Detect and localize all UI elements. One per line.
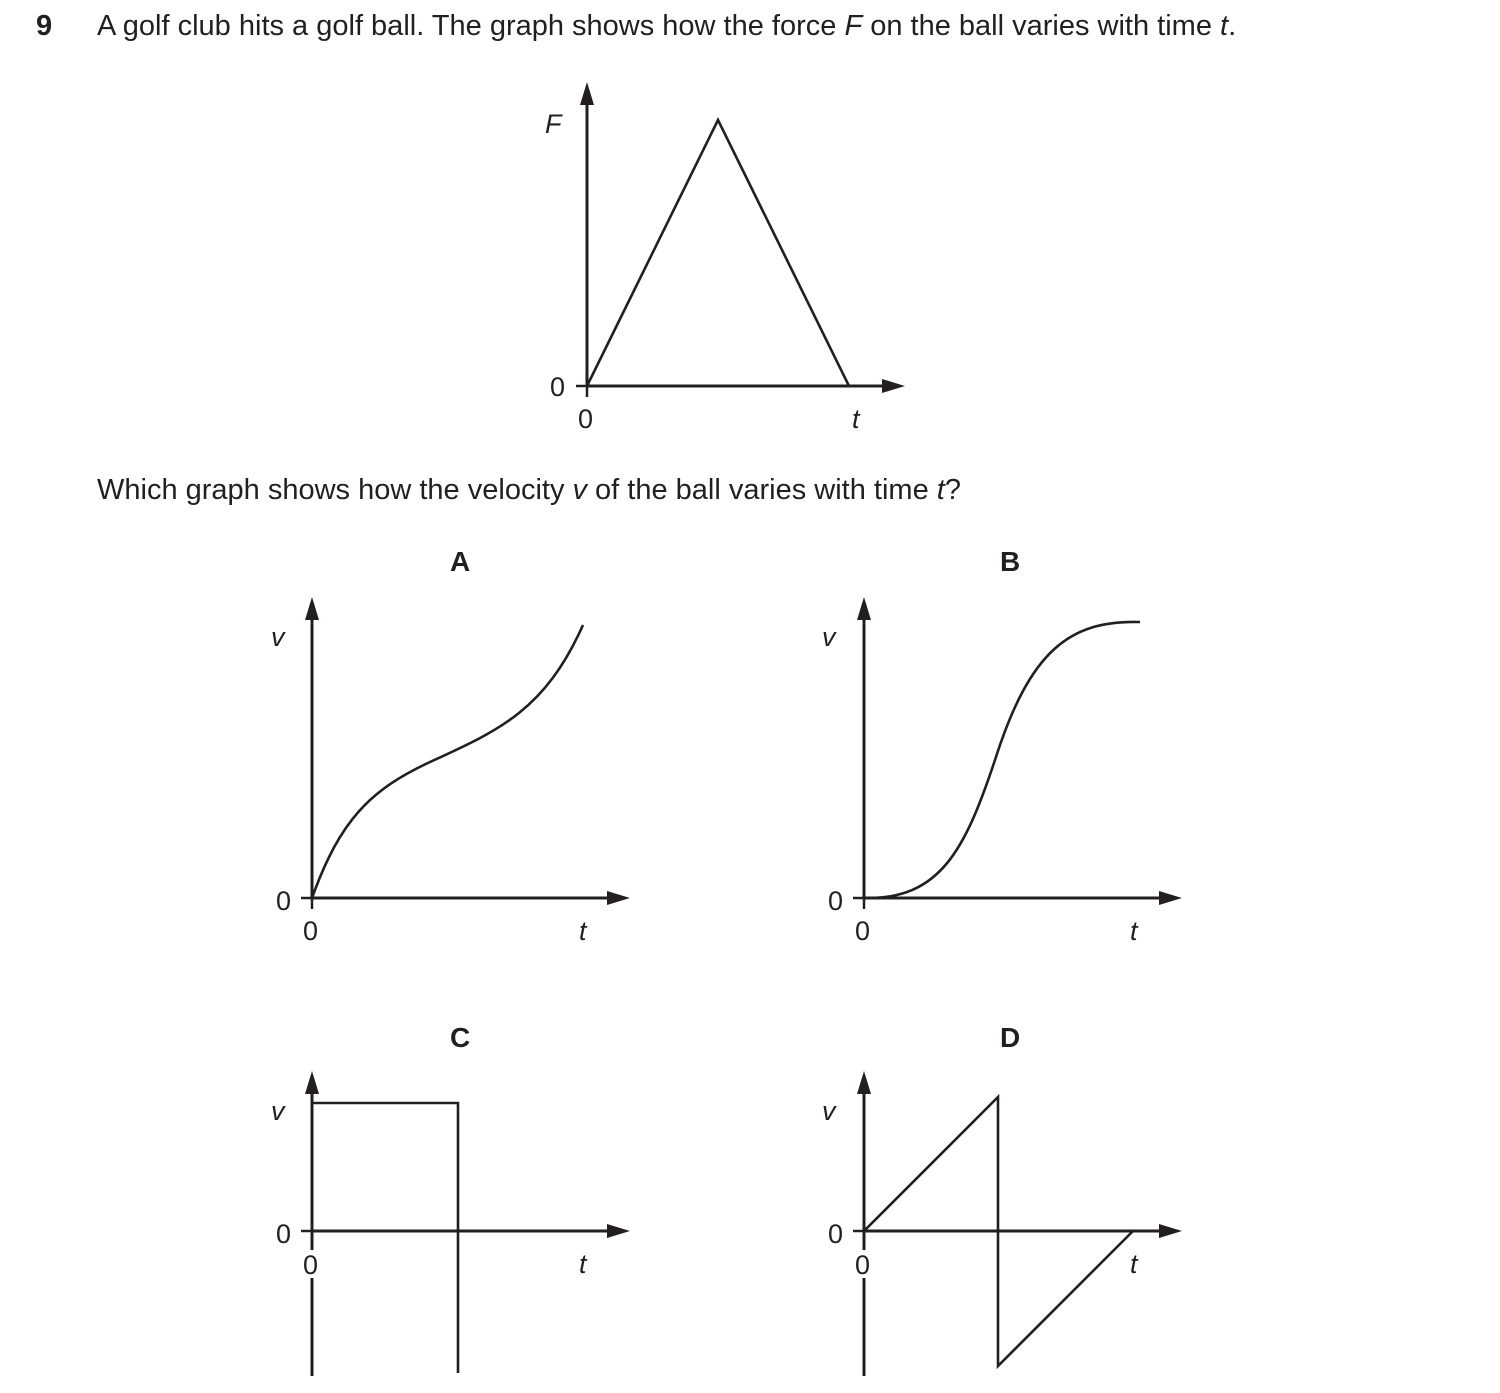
option-d-y-label: v (822, 1096, 836, 1126)
force-x-origin-label: 0 (578, 404, 594, 434)
question-number: 9 (36, 10, 53, 42)
force-x-label: t (852, 404, 860, 434)
option-d-y-arrowhead (857, 1071, 871, 1094)
prompt-symbol-t: t (936, 474, 945, 506)
prompt-symbol-v: v (572, 474, 587, 506)
force-graph (545, 82, 905, 434)
option-c-graph (271, 1022, 630, 1376)
option-a-y-label: v (271, 622, 285, 652)
stem-symbol-t: t (1220, 10, 1229, 42)
option-a-x-arrowhead (607, 891, 630, 905)
option-b-y-label: v (822, 622, 836, 652)
option-b-curve (864, 622, 1140, 898)
option-d-x-origin-label: 0 (855, 1250, 871, 1280)
force-y-arrowhead (580, 82, 594, 105)
option-b-y-arrowhead (857, 597, 871, 620)
option-a-curve (312, 625, 583, 898)
stem-symbol-f: F (844, 10, 863, 42)
option-c-y-label: v (271, 1096, 285, 1126)
option-c-x-origin-label: 0 (303, 1250, 319, 1280)
option-b-graph (822, 546, 1182, 946)
option-a-graph (271, 546, 630, 946)
prompt-text-1: Which graph shows how the velocity (97, 474, 573, 506)
option-c-curve (312, 1103, 458, 1373)
option-a-letter: A (450, 546, 471, 577)
option-d-x-arrowhead (1159, 1224, 1182, 1238)
option-c-y-arrowhead (305, 1071, 319, 1094)
option-c-x-arrowhead (607, 1224, 630, 1238)
option-d-graph (822, 1022, 1182, 1376)
option-a-y-origin-label: 0 (276, 886, 292, 916)
force-y-label: F (545, 109, 562, 139)
option-c-letter: C (450, 1022, 471, 1053)
force-y-origin-label: 0 (550, 372, 566, 402)
option-a-y-arrowhead (305, 597, 319, 620)
prompt-text-3: ? (944, 474, 961, 506)
option-d-letter: D (1000, 1022, 1021, 1053)
stem-text-3: . (1228, 10, 1237, 42)
option-d-x-label: t (1130, 1249, 1138, 1279)
option-a-x-origin-label: 0 (303, 916, 319, 946)
stem-text-2: on the ball varies with time (862, 10, 1221, 42)
option-a-x-label: t (579, 916, 587, 946)
prompt-text-2: of the ball varies with time (587, 474, 937, 506)
option-b-x-origin-label: 0 (855, 916, 871, 946)
option-b-y-origin-label: 0 (828, 886, 844, 916)
option-b-x-label: t (1130, 916, 1138, 946)
option-d-y-origin-label: 0 (828, 1219, 844, 1249)
option-c-y-origin-label: 0 (276, 1219, 292, 1249)
option-b-x-arrowhead (1159, 891, 1182, 905)
option-c-x-label: t (579, 1249, 587, 1279)
force-triangle-curve (587, 120, 849, 386)
option-b-letter: B (1000, 546, 1021, 577)
stem-text-1: A golf club hits a golf ball. The graph shows how the force (97, 10, 845, 42)
force-x-arrowhead (882, 379, 905, 393)
